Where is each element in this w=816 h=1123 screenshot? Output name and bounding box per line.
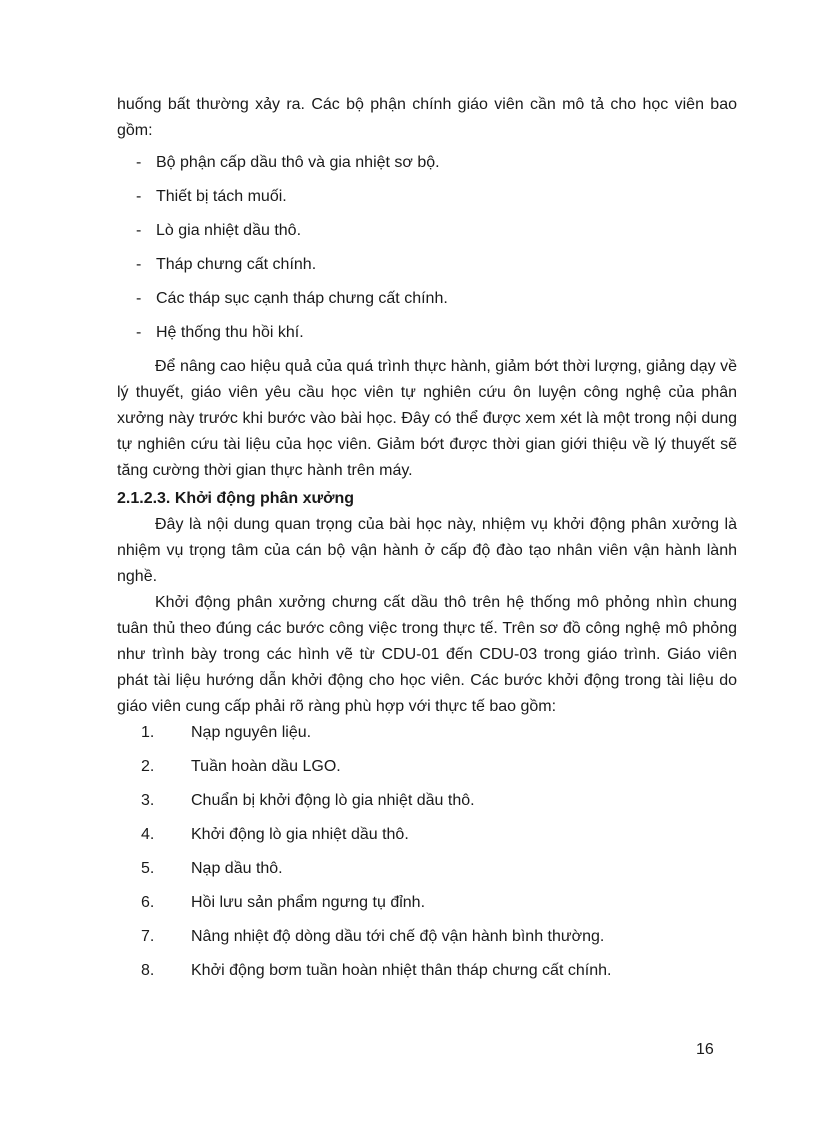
section-paragraph-2: Khởi động phân xưởng chưng cất dầu thô trên hệ thống mô phỏng nhìn chung tuân thủ theo đúng các bước công việc trong thực tế. Trên sơ đồ công nghệ mô phỏng như trình bày trong các hình vẽ từ CDU-01 đến CDU-03 trong giáo trình. Giáo viên phát tài liệu hướng dẫn khởi động cho học viên. Các bước khởi động trong tài liệu do giáo viên cung cấp phải rõ ràng phù hợp với thực tế bao gồm: — [117, 594, 737, 715]
list-item — [117, 252, 737, 278]
list-item — [117, 720, 737, 746]
list-item — [117, 286, 737, 312]
step-text: Tuần hoàn dầu LGO. — [191, 758, 341, 775]
section-paragraph-1: Đây là nội dung quan trọng của bài học này, nhiệm vụ khởi động phân xưởng là nhiệm vụ trọng tâm của cán bộ vận hành ở cấp độ đào tạo nhân viên vận hành lành nghề. — [117, 516, 737, 585]
page-number: 16 — [696, 1041, 714, 1058]
list-item-text: Các tháp sục cạnh tháp chưng cất chính. — [156, 290, 448, 307]
components-list — [117, 150, 737, 346]
dash-bullet: - — [136, 290, 142, 307]
list-item — [117, 150, 737, 176]
section-heading: 2.1.2.3. Khởi động phân xưởng — [117, 490, 355, 507]
dash-bullet: - — [136, 188, 142, 205]
step-number: 4. — [141, 826, 155, 843]
step-text: Khởi động lò gia nhiệt dầu thô. — [191, 826, 409, 843]
list-item — [117, 856, 737, 882]
dash-bullet: - — [136, 324, 142, 341]
step-text: Khởi động bơm tuần hoàn nhiệt thân tháp chưng cất chính. — [191, 962, 612, 979]
list-item — [117, 890, 737, 916]
list-item — [117, 754, 737, 780]
document-page — [117, 92, 737, 992]
list-item-text: Bộ phận cấp dầu thô và gia nhiệt sơ bộ. — [156, 154, 440, 171]
step-number: 6. — [141, 894, 155, 911]
step-text: Nạp nguyên liệu. — [191, 724, 312, 741]
step-number: 7. — [141, 928, 155, 945]
step-text: Nạp dầu thô. — [191, 860, 283, 877]
step-number: 2. — [141, 758, 155, 775]
intro-paragraph: huống bất thường xảy ra. Các bộ phận chính giáo viên cần mô tả cho học viên bao gồm: — [117, 96, 737, 139]
list-item — [117, 320, 737, 346]
list-item — [117, 184, 737, 210]
dash-bullet: - — [136, 222, 142, 239]
step-text: Nâng nhiệt độ dòng dầu tới chế độ vận hành bình thường. — [191, 928, 605, 945]
step-number: 8. — [141, 962, 155, 979]
list-item — [117, 924, 737, 950]
dash-bullet: - — [136, 256, 142, 273]
list-item-text: Lò gia nhiệt dầu thô. — [156, 222, 302, 239]
step-number: 3. — [141, 792, 155, 809]
list-item — [117, 218, 737, 244]
list-item — [117, 788, 737, 814]
self-study-paragraph: Để nâng cao hiệu quả của quá trình thực hành, giảm bớt thời lượng, giảng dạy về lý thuyết, giáo viên yêu cầu học viên tự nghiên cứu ôn luyện công nghệ của phân xưởng này trước khi bước vào bài học. Đây có thể được xem xét là một trong nội dung tự nghiên cứu tài liệu của học viên. Giảm bớt được thời gian giới thiệu về lý thuyết sẽ tăng cường thời gian thực hành trên máy. — [117, 358, 737, 479]
list-item-text: Thiết bị tách muối. — [156, 188, 287, 205]
list-item-text: Tháp chưng cất chính. — [156, 256, 317, 273]
list-item — [117, 822, 737, 848]
startup-steps-list — [117, 720, 737, 984]
dash-bullet: - — [136, 154, 142, 171]
step-number: 1. — [141, 724, 155, 741]
list-item — [117, 958, 737, 984]
list-item-text: Hệ thống thu hồi khí. — [156, 324, 304, 341]
step-text: Hồi lưu sản phẩm ngưng tụ đỉnh. — [191, 894, 426, 911]
step-number: 5. — [141, 860, 155, 877]
step-text: Chuẩn bị khởi động lò gia nhiệt dầu thô. — [191, 792, 475, 809]
